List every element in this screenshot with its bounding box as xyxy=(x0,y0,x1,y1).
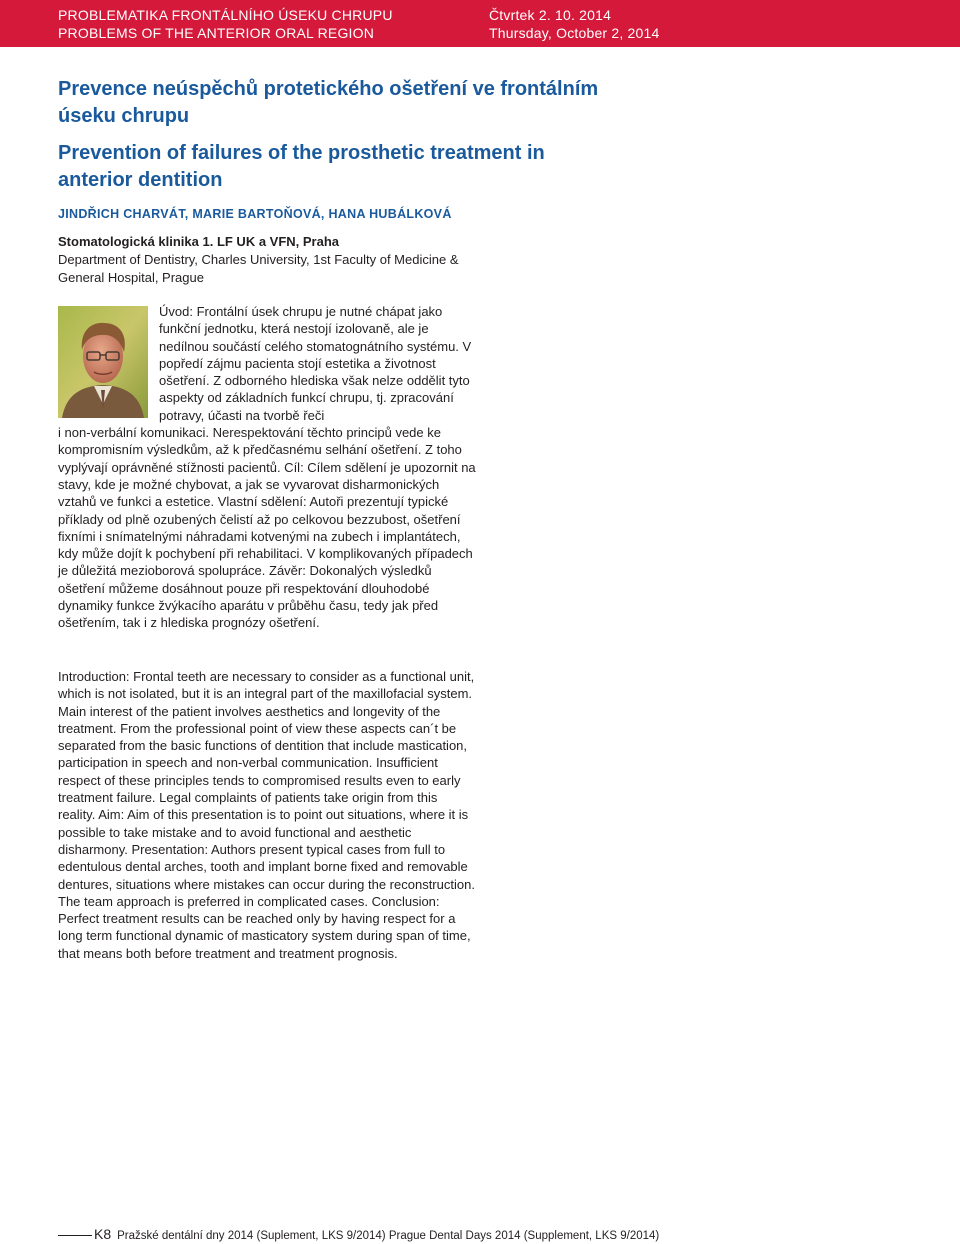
article-titles xyxy=(58,76,618,194)
affiliation-cz: Stomatologická klinika 1. LF UK a VFN, Praha xyxy=(58,234,340,249)
author-list: JINDŘICH CHARVÁT, MARIE BARTOŇOVÁ, HANA HUBÁLKOVÁ xyxy=(58,207,452,221)
abstract-czech xyxy=(58,303,478,632)
session-date xyxy=(489,6,660,42)
abstract-english xyxy=(58,668,478,962)
page-footer xyxy=(58,1226,659,1244)
section-title-en: PROBLEMS OF THE ANTERIOR ORAL REGION xyxy=(58,25,375,41)
session-date-en: Thursday, October 2, 2014 xyxy=(489,25,660,41)
abstract-cz-body: i non-verbální komunikaci. Nerespektování těchto principů vede ke kompromisním výsledkům, až k předčasnému selhání ošetření. Z toho vyplývají oprávněné stížnosti pacientů. Cíl: Cílem sdělení je upozornit na stavy, kde je možné chybovat, a jak se vyvarovat disharmonických vztahů ve funkci a estetice. Vlastní sdělení: Autoři prezentují typické příklady od plně ozubených čelistí až po celkovou bezzubost, ošetření fixními i snímatelnými náhradami kotvenými na zubech i implantátech, kdy může dojít k pochybení při rehabilitaci. V komplikovaných případech je důležitá mezioborová spolupráce. Závěr: Dokonalých výsledků ošetření můžeme dosáhnout pouze při respektování dlouhodobé dynamiky funkce žvýkacího aparátu v průběhu času, tedy jak před ošetřením, tak i z hlediska prognózy ošetření. xyxy=(58,425,476,631)
journal-citation: Pražské dentální dny 2014 (Suplement, LKS 9/2014) Prague Dental Days 2014 (Supplement, LKS 9/2014) xyxy=(117,1230,660,1242)
header-band xyxy=(0,0,960,47)
affiliation xyxy=(58,233,488,287)
abstract-en-body: Introduction: Frontal teeth are necessary to consider as a functional unit, which is not isolated, but it is an integral part of the maxillofacial system. Main interest of the patient involves aesthetics and longevity of the treatment. From the professional point of view these aspects can´t be separated from the basic functions of dentition that include mastication, participation in speech and non-verbal communication. Insufficient respect of these principles tends to compromised results even to early treatment failure. Legal complaints of patients take origin from this reality. Aim: Aim of this presentation is to point out situations, where it is possible to take mistake and to avoid functional and aesthetic disharmony. Presentation: Authors present typical cases from full to edentulous dental arches, tooth and implant borne fixed and removable dentures, situations where mistakes can occur during the reconstruction. The team approach is preferred in complicated cases. Conclusion: Perfect treatment results can be reached only by having respect for a long term functional dynamic of masticatory system during span of time, that means both before treatment and treatment prognosis. xyxy=(58,669,475,961)
footer-rule xyxy=(58,1235,92,1236)
page-number: K8 xyxy=(94,1226,112,1242)
section-title xyxy=(58,6,393,42)
abstract-cz-intro: Úvod: Frontální úsek chrupu je nutné chápat jako funkční jednotku, která nestojí izolovaně, ale je nedílnou součástí celého stomatognátního systému. V popředí zájmu pacienta stojí estetika a životnost ošetření. Z odborného hlediska však nelze oddělit tyto aspekty od základních funkcí chrupu, tj. zpracování potravy, účasti na tvorbě řeči xyxy=(159,304,472,423)
section-title-cz: PROBLEMATIKA FRONTÁLNÍHO ÚSEKU CHRUPU xyxy=(58,7,393,23)
article-title-en: Prevention of failures of the prosthetic treatment in anterior dentition xyxy=(58,142,545,191)
article-title-cz: Prevence neúspěchů protetického ošetření ve frontálním úseku chrupu xyxy=(58,78,599,127)
session-date-cz: Čtvrtek 2. 10. 2014 xyxy=(489,7,612,23)
affiliation-en: Department of Dentistry, Charles University, 1st Faculty of Medicine & General Hospital, Prague xyxy=(58,252,459,285)
